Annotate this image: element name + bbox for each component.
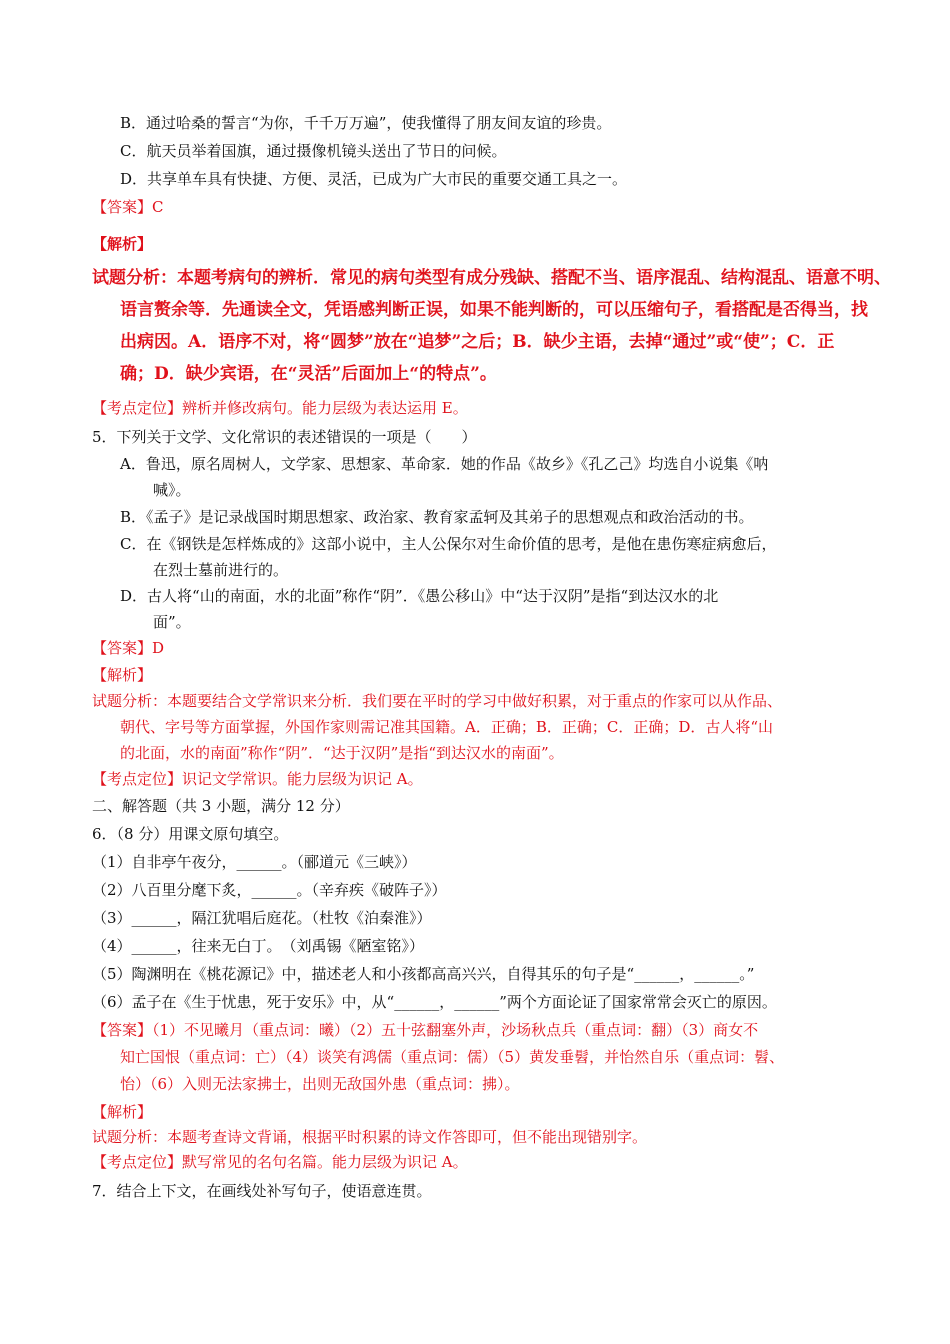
- q5-kaodian: 【考点定位】识记文学常识。能力层级为识记 A。: [92, 770, 423, 788]
- q6-kaodian: 【考点定位】默写常见的名句名篇。能力层级为识记 A。: [92, 1153, 468, 1171]
- q4-analysis-line: 确；D．缺少宾语，在“灵活”后面加上“的特点”。: [120, 364, 497, 384]
- q4-analysis-line: 出病因。A．语序不对，将“圆梦”放在“追梦”之后；B．缺少主语，去掉“通过”或“使”；C．正: [120, 332, 835, 352]
- q5-option-c-cont: 在烈士墓前进行的。: [153, 561, 289, 579]
- q5-analysis-line: 朝代、字号等方面掌握，外国作家则需记准其国籍。A．正确；B．正确；C．正确；D．古人将“山: [120, 718, 774, 736]
- q5-option-d-cont: 面”。: [153, 613, 191, 631]
- q5-analysis-line: 的北面，水的南面”称作“阴”．“达于汉阴”是指“到达汉水的南面”。: [120, 744, 564, 762]
- q6-item: （1）自非亭午夜分，______。（郦道元《三峡》）: [92, 853, 417, 871]
- q5-option-a-cont: 喊》。: [153, 481, 191, 499]
- q4-option-d: D．共享单车具有快捷、方便、灵活，已成为广大市民的重要交通工具之一。: [120, 170, 628, 188]
- q5-analysis-title: 【解析】: [92, 666, 153, 684]
- q6-item: （5）陶渊明在《桃花源记》中，描述老人和小孩都高高兴兴，自得其乐的句子是“______，______。”: [92, 965, 755, 983]
- q6-answer-line: 【答案】（1）不见曦月（重点词：曦）（2）五十弦翻塞外声，沙场秋点兵（重点词：翻）（3）商女不: [92, 1021, 759, 1039]
- q6-answer-line: 怡）（6）入则无法家拂士，出则无敌国外患（重点词：拂）。: [120, 1075, 520, 1093]
- q4-analysis-line: 试题分析：本题考病句的辨析．常见的病句类型有成分残缺、搭配不当、语序混乱、结构混乱、语意不明、: [92, 268, 891, 288]
- q6-item: （4）______，往来无白丁。 （刘禹锡《陋室铭》）: [92, 937, 425, 955]
- q7-stem: 7．结合上下文，在画线处补写句子，使语意连贯。: [92, 1182, 432, 1200]
- q4-answer: 【答案】C: [92, 198, 164, 216]
- q5-analysis-line: 试题分析：本题要结合文学常识来分析．我们要在平时的学习中做好积累，对于重点的作家可以从作品、: [92, 692, 783, 710]
- q5-option-a: A．鲁迅，原名周树人，文学家、思想家、革命家．她的作品《故乡》《孔乙己》均选自小说集《呐: [120, 455, 769, 473]
- q6-analysis-title: 【解析】: [92, 1103, 153, 1121]
- q5-option-c: C．在《钢铁是怎样炼成的》这部小说中，主人公保尔对生命价值的思考，是他在患伤寒症病愈后，: [120, 535, 777, 553]
- q4-kaodian: 【考点定位】辨析并修改病句。能力层级为表达运用 E。: [92, 399, 468, 417]
- section-heading: 二、解答题（共 3 小题，满分 12 分）: [92, 797, 350, 815]
- q6-item: （2）八百里分麾下炙，______。（辛弃疾《破阵子》）: [92, 881, 447, 899]
- q6-analysis: 试题分析：本题考查诗文背诵，根据平时积累的诗文作答即可，但不能出现错别字。: [92, 1128, 648, 1146]
- q6-item: （3）______，隔江犹唱后庭花。（杜牧《泊秦淮》）: [92, 909, 432, 927]
- q5-stem: 5．下列关于文学、文化常识的表述错误的一项是（ ）: [92, 428, 477, 446]
- q4-analysis-line: 语言赘余等．先通读全文，凭语感判断正误，如果不能判断的，可以压缩句子，看搭配是否得当，找: [120, 300, 868, 320]
- q6-answer-line: 知亡国恨（重点词：亡）（4）谈笑有鸿儒（重点词：儒）（5）黄发垂髫，并怡然自乐（重点词：髫、: [120, 1048, 785, 1066]
- q6-item: （6）孟子在《生于忧患，死于安乐》中，从“______，______”两个方面论证了国家常常会灭亡的原因。: [92, 993, 777, 1011]
- q5-answer: 【答案】D: [92, 639, 165, 657]
- q6-stem: 6．（8 分）用课文原句填空。: [92, 825, 289, 843]
- q5-option-b: B．《孟子》是记录战国时期思想家、政治家、教育家孟轲及其弟子的思想观点和政治活动的书。: [120, 508, 754, 526]
- q4-analysis-title: 【解析】: [92, 235, 153, 253]
- q4-option-b: B．通过哈桑的誓言“为你，千千万万遍”，使我懂得了朋友间友谊的珍贵。: [120, 114, 612, 132]
- q5-option-d: D．古人将“山的南面，水的北面”称作“阴”．《愚公移山》中“达于汉阴”是指“到达汉水的北: [120, 587, 719, 605]
- q4-option-c: C．航天员举着国旗，通过摄像机镜头送出了节日的问候。: [120, 142, 507, 160]
